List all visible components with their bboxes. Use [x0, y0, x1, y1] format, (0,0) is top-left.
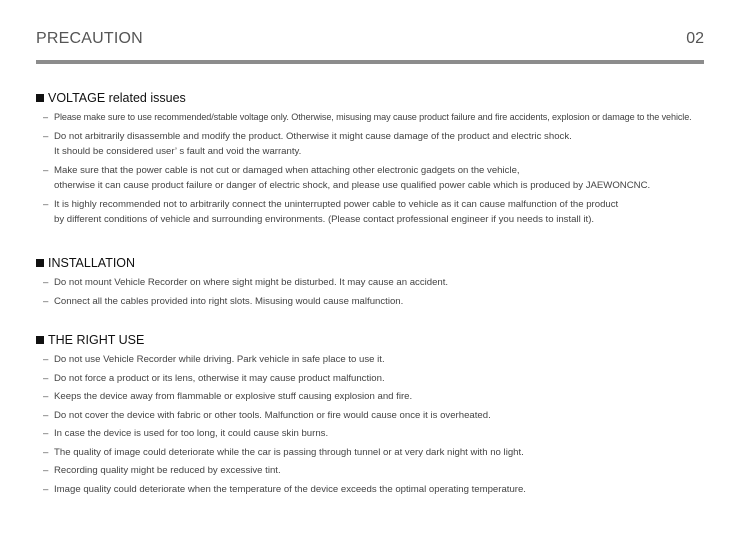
list-item [36, 294, 716, 310]
item-line: Do not cover the device with fabric or other tools. Malfunction or fire would cause once it is overheated. [54, 409, 491, 421]
item-line: Keeps the device away from flammable or explosive stuff causing explosion and fire. [54, 391, 413, 402]
list-item [36, 110, 716, 126]
item-line: Make sure that the power cable is not cut or damaged when attaching other electronic gadgets on the vehicle, [54, 164, 520, 176]
section-installation [36, 255, 716, 312]
section-right-use [36, 332, 716, 500]
item-line: Image quality could deteriorate when the temperature of the device exceeds the optimal operating temperature. [54, 483, 526, 495]
dash-bullet: – [43, 130, 49, 142]
section-title [36, 90, 716, 106]
dash-bullet: – [43, 198, 49, 210]
dash-bullet: – [43, 465, 49, 476]
dash-bullet: – [43, 428, 49, 439]
list-item [36, 389, 716, 405]
section-title-text: INSTALLATION [48, 256, 136, 270]
list-item [36, 408, 716, 424]
list-item [36, 197, 716, 228]
item-line: by different conditions of vehicle and surrounding environments. (Please contact professional engineer if you needs to install it). [54, 214, 595, 225]
item-line: Please make sure to use recommended/stable voltage only. Otherwise, misusing may cause product failure and fire accidents, explosion or damage to the vehicle. [54, 112, 692, 122]
list-item [36, 426, 716, 442]
dash-bullet: – [43, 277, 49, 288]
square-bullet-icon [36, 259, 44, 267]
dash-bullet: – [43, 295, 49, 307]
header-divider [36, 60, 704, 64]
page-header [36, 30, 704, 56]
list-item [36, 129, 716, 160]
item-line: It should be considered user’ s fault and void the warranty. [54, 146, 302, 157]
dash-bullet: – [43, 446, 49, 458]
dash-bullet: – [43, 391, 49, 402]
section-title [36, 255, 716, 271]
list-item [36, 445, 716, 461]
item-line: In case the device is used for too long, it could cause skin burns. [54, 428, 329, 439]
item-line: Do not arbitrarily disassemble and modify the product. Otherwise it might cause damage of the product and electric shock. [54, 130, 572, 142]
section-title-text: THE RIGHT USE [48, 333, 145, 347]
item-line: Do not mount Vehicle Recorder on where sight might be disturbed. It may cause an accident. [54, 277, 449, 288]
item-line: Do not use Vehicle Recorder while driving. Park vehicle in safe place to use it. [54, 354, 385, 365]
list-item [36, 163, 716, 194]
list-item [36, 482, 716, 498]
dash-bullet: – [43, 372, 49, 384]
dash-bullet: – [43, 354, 49, 365]
item-line: otherwise it can cause product failure or danger of electric shock, and please use qualified power cable which is produced by JAEWONCNC. [54, 180, 651, 191]
section-title-text: VOLTAGE related issues [48, 91, 186, 105]
page-number: 02 [686, 30, 704, 47]
item-line: It is highly recommended not to arbitrarily connect the uninterrupted power cable to vehicle as it can cause malfunction of the product [54, 198, 619, 210]
item-line: Do not force a product or its lens, otherwise it may cause product malfunction. [54, 372, 385, 384]
list-item [36, 371, 716, 387]
dash-bullet: – [43, 164, 49, 176]
page-title: PRECAUTION [36, 30, 143, 47]
list-item [36, 352, 716, 368]
square-bullet-icon [36, 336, 44, 344]
list-item [36, 275, 716, 291]
section-title [36, 332, 716, 348]
item-line: The quality of image could deteriorate while the car is passing through tunnel or at very dark night with no light. [54, 446, 524, 458]
item-line: Recording quality might be reduced by excessive tint. [54, 465, 281, 476]
dash-bullet: – [43, 483, 49, 495]
list-item [36, 463, 716, 479]
dash-bullet: – [43, 112, 48, 122]
square-bullet-icon [36, 94, 44, 102]
section-voltage [36, 90, 716, 231]
dash-bullet: – [43, 409, 49, 421]
item-line: Connect all the cables provided into right slots. Misusing would cause malfunction. [54, 295, 404, 307]
